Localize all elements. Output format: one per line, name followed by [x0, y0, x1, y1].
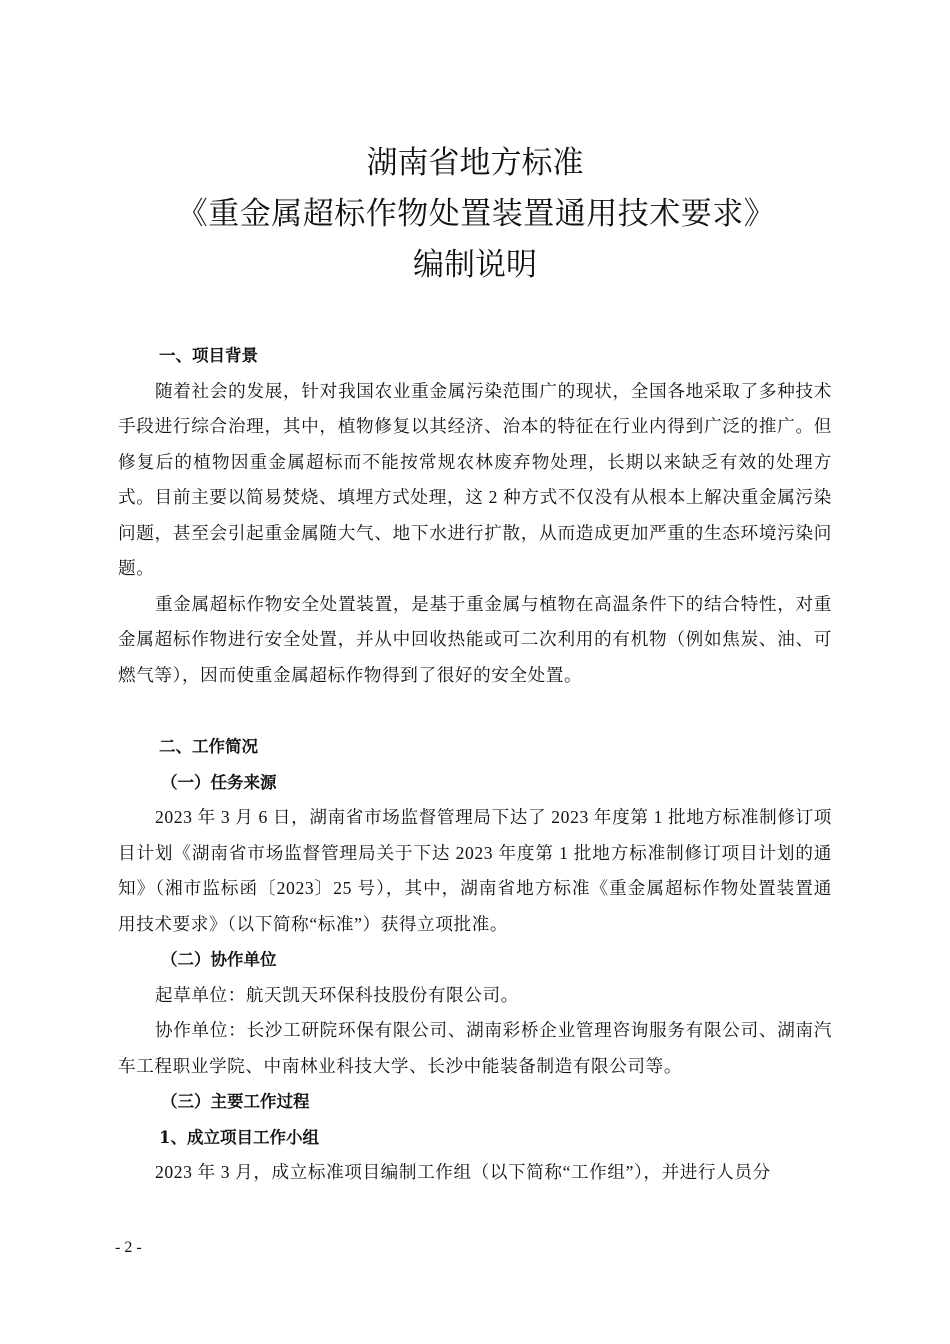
item-heading-form-working-group: 1、成立项目工作小组 — [159, 1127, 319, 1147]
document-title — [0, 138, 950, 291]
paragraph-background-1: 随着社会的发展，针对我国农业重金属污染范围广的现状，全国各地采取了多种技术手段进行综合治理，其中，植物修复以其经济、治本的特征在行业内得到广泛的推广。但修复后的植物因重金属超标而不能按常规农林废弃物处理，长期以来缺乏有效的处理方式。目前主要以简易焚烧、填埋方式处理，这 2 种方式不仅没有从根本上解决重金属污染问题，甚至会引起重金属随大气、地下水进行扩散，从而造成更加严重的生态环境污染问题。 — [118, 380, 832, 578]
title-line-doc-type: 编制说明 — [413, 247, 537, 283]
subsection-heading-task-source: （一）任务来源 — [161, 772, 277, 792]
subsection-heading-main-work-process: （三）主要工作过程 — [161, 1092, 310, 1111]
paragraph-drafting-unit: 起草单位：航天凯天环保科技股份有限公司。 — [154, 984, 519, 1005]
section-heading-background: 一、项目背景 — [159, 346, 258, 365]
subsection-heading-cooperating-units: （二）协作单位 — [161, 950, 277, 969]
title-line-standard-type: 湖南省地方标准 — [366, 145, 584, 181]
paragraph-cooperating-units: 协作单位：长沙工研院环保有限公司、湖南彩桥企业管理咨询服务有限公司、湖南汽车工程职业学院、中南林业科技大学、长沙中能装备制造有限公司等。 — [118, 1020, 832, 1076]
section-heading-work-overview: 二、工作简况 — [159, 737, 258, 756]
paragraph-task-source: 2023 年 3 月 6 日，湖南省市场监督管理局下达了 2023 年度第 1 批地方标准制修订项目计划《湖南省市场监督管理局关于下达 2023 年度第 1 批地方标准制修订项目计划的通知》（湘市监标函〔2023〕25 号），其中，湖南省地方标准《重金属超标作物处置装置通用技术要求》（以下简称“标准”）获得立项批准。 — [118, 807, 832, 934]
page-number: - 2 - — [115, 1239, 142, 1256]
document-body — [118, 338, 832, 1191]
title-line-standard-name: 《重金属超标作物处置装置通用技术要求》 — [176, 196, 776, 232]
section-spacer — [118, 693, 832, 729]
paragraph-background-2: 重金属超标作物安全处置装置，是基于重金属与植物在高温条件下的结合特性，对重金属超标作物进行安全处置，并从中回收热能或可二次利用的有机物（例如焦炭、油、可燃气等），因而使重金属超标作物得到了很好的安全处置。 — [118, 593, 832, 685]
paragraph-form-working-group: 2023 年 3 月，成立标准项目编制工作组（以下简称“工作组”），并进行人员分 — [154, 1162, 771, 1182]
